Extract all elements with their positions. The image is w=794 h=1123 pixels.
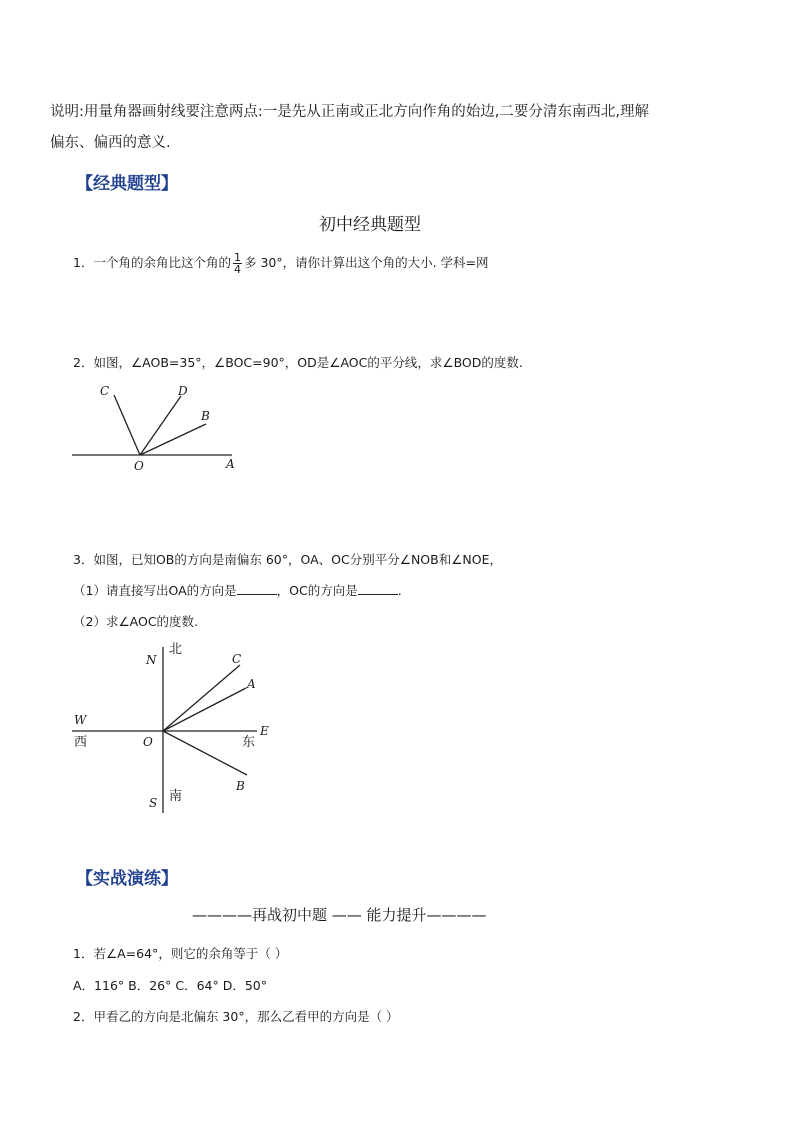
label-east: 东: [242, 735, 256, 750]
intro-line-1: 说明:用量角器画射线要注意两点:一是先从正南或正北方向作角的始边,二要分清东南西北,理解: [50, 104, 649, 120]
question-1-text-after: 多 30°，请你计算出这个角的大小. 学科=网: [243, 255, 489, 270]
ray-ob: [163, 731, 247, 775]
label-south: 南: [169, 789, 183, 804]
section-title-practice: 【实战演练】: [76, 869, 178, 889]
label-o: O: [134, 459, 144, 473]
label-a: A: [226, 457, 235, 471]
answer-blank-oc[interactable]: [358, 584, 398, 595]
label-d: D: [178, 384, 188, 398]
practice-question-1-options: A．116° B．26° C．64° D．50°: [73, 978, 267, 993]
label-c: C: [100, 384, 110, 398]
label-b: B: [201, 409, 210, 423]
label-s: S: [149, 796, 158, 810]
answer-blank-oa[interactable]: [237, 584, 277, 595]
label-c: C: [232, 652, 242, 666]
label-a: A: [247, 677, 256, 691]
label-north: 北: [169, 642, 183, 657]
question-3-part-1-a: （1）请直接写出OA的方向是: [73, 583, 237, 598]
label-west: 西: [74, 735, 88, 750]
intro-line-2: 偏东、偏西的意义.: [50, 135, 171, 151]
question-3-part-1-end: .: [397, 583, 402, 598]
fraction-denominator: 4: [233, 263, 241, 276]
ray-oc: [114, 395, 140, 455]
question-2: 2．如图，∠AOB=35°，∠BOC=90°，OD是∠AOC的平分线，求∠BOD的度数.: [73, 355, 523, 370]
center-title: 初中经典题型: [319, 215, 421, 235]
banner-title: ————再战初中题 —— 能力提升————: [192, 906, 487, 924]
ray-oa: [163, 688, 246, 731]
question-1: [73, 252, 489, 275]
angle-figure-q2: [60, 375, 260, 475]
section-title-classic: 【经典题型】: [76, 174, 178, 194]
fraction-one-quarter: [233, 252, 242, 275]
ray-od: [140, 396, 181, 455]
label-o: O: [143, 735, 153, 749]
practice-question-1: 1．若∠A=64°，则它的余角等于（ ）: [73, 946, 288, 961]
question-3-part-2: （2）求∠AOC的度数.: [73, 614, 199, 629]
ray-ob: [140, 424, 206, 455]
label-w: W: [74, 713, 87, 727]
fraction-numerator: 1: [233, 251, 241, 264]
question-3-part-1: [73, 581, 402, 599]
compass-figure-q3: [60, 635, 290, 820]
practice-question-2: 2．甲看乙的方向是北偏东 30°，那么乙看甲的方向是（ ）: [73, 1009, 399, 1024]
ray-oc: [163, 665, 240, 731]
label-n: N: [146, 653, 157, 667]
label-e: E: [260, 724, 269, 738]
label-b: B: [236, 779, 245, 793]
question-3: 3．如图，已知OB的方向是南偏东 60°，OA、OC分别平分∠NOB和∠NOE，: [73, 552, 502, 567]
question-1-text-before: 1．一个角的余角比这个角的: [73, 255, 231, 270]
question-3-part-1-b: ，OC的方向是: [276, 583, 358, 598]
